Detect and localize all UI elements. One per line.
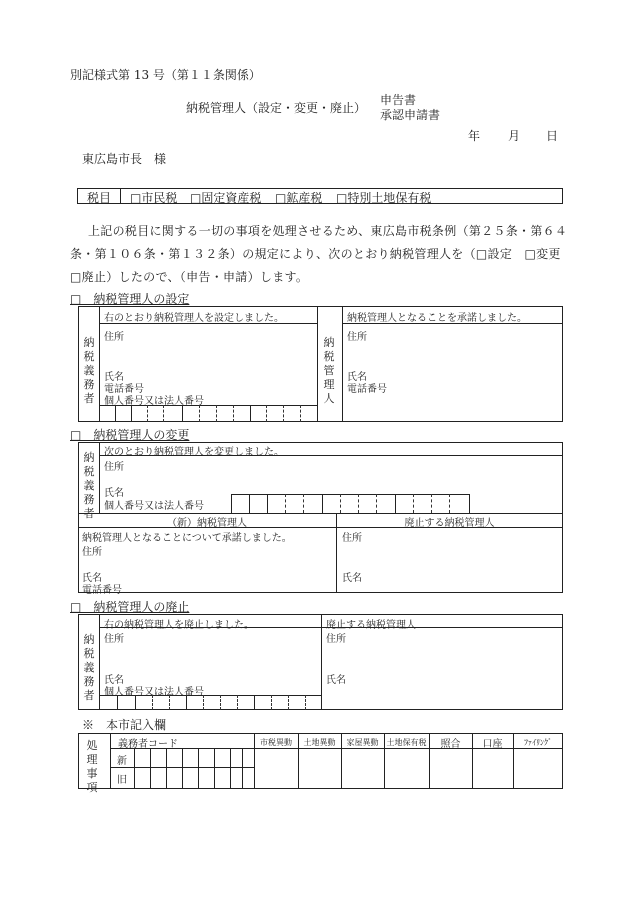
- form-title: 納税管理人（設定・変更・廃止）: [186, 101, 367, 115]
- setting-id-label: 個人番号又は法人番号: [104, 396, 204, 407]
- setting-name-label: 氏名: [104, 372, 124, 383]
- setting-address-label: 住所: [104, 332, 124, 343]
- change-new-address-label: 住所: [82, 547, 102, 558]
- office-row-new: 新: [117, 756, 127, 767]
- abolish-address-label: 住所: [104, 634, 124, 645]
- body-line-3: □廃止）したので、（申告・申請）します。: [70, 270, 309, 284]
- office-col-filing: ﾌｧｲﾘﾝｸﾞ: [524, 738, 552, 747]
- addressee: 東広島市長 様: [82, 152, 167, 166]
- tax-option-fixed-asset[interactable]: □固定資産税: [190, 191, 262, 205]
- tax-option-special-land[interactable]: □特別土地保有税: [336, 191, 432, 205]
- setting-manager-label: 納税管理人: [323, 336, 335, 405]
- office-row-old: 旧: [117, 775, 127, 786]
- office-col-land-holding: 土地保有税: [386, 738, 427, 747]
- office-col-house: 家屋異動: [346, 738, 379, 747]
- date-day: 日: [546, 129, 559, 143]
- form-number: 別記様式第 13 号（第１１条関係）: [70, 68, 261, 82]
- abolish-taxpayer-label: 納税義務者: [83, 633, 95, 702]
- office-col-city-tax: 市税異動: [260, 738, 292, 747]
- change-id-label: 個人番号又は法人番号: [104, 501, 204, 512]
- office-col-check: 照合: [440, 739, 461, 750]
- change-new-caption: 納税管理人となることについて承諾しました。: [82, 533, 292, 544]
- abolish-heading[interactable]: □ 納税管理人の廃止: [70, 600, 190, 614]
- change-new-header: （新）納税管理人: [167, 518, 247, 529]
- office-heading: ※ 本市記入欄: [82, 718, 167, 732]
- setting-manager-name-label: 氏名: [347, 372, 367, 383]
- office-col-land: 土地異動: [303, 738, 336, 747]
- change-caption: 次のとおり納税管理人を変更しました。: [104, 447, 284, 458]
- abolish-left-caption: 右の納税管理人を廃止しました。: [104, 620, 254, 631]
- setting-taxpayer-label: 納税義務者: [83, 336, 95, 405]
- setting-phone-label: 電話番号: [104, 384, 144, 395]
- setting-manager-address-label: 住所: [347, 332, 367, 343]
- abolish-right-caption: 廃止する納税管理人: [326, 620, 416, 631]
- change-new-phone-label: 電話番号: [82, 585, 122, 596]
- body-line-1: 上記の税目に関する一切の事項を処理させるため、東広島市税条例（第２５条・第６４: [88, 224, 568, 238]
- title-option-report: 申告書: [380, 93, 417, 107]
- change-old-header: 廃止する納税管理人: [404, 518, 495, 529]
- tax-item-label: 税目: [87, 191, 112, 205]
- change-taxpayer-label: 納税義務者: [83, 451, 95, 520]
- tax-option-mineral[interactable]: □鉱産税: [275, 191, 323, 205]
- change-old-name-label: 氏名: [342, 573, 362, 584]
- date-month: 月: [508, 129, 521, 143]
- change-heading[interactable]: □ 納税管理人の変更: [70, 428, 190, 442]
- setting-manager-phone-label: 電話番号: [347, 384, 387, 395]
- abolish-manager-address-label: 住所: [326, 634, 346, 645]
- abolish-manager-name-label: 氏名: [326, 675, 346, 686]
- office-code-header: 義務者コード: [118, 739, 178, 750]
- change-address-label: 住所: [104, 462, 124, 473]
- title-option-application: 承認申請書: [380, 108, 441, 122]
- body-line-2: 条・第１０６条・第１３２条）の規定により、次のとおり納税管理人を（□設定 □変更: [70, 247, 561, 261]
- setting-right-caption: 納税管理人となることを承諾しました。: [347, 313, 527, 324]
- change-old-address-label: 住所: [342, 533, 362, 544]
- setting-left-caption: 右のとおり納税管理人を設定しました。: [104, 313, 284, 324]
- abolish-id-label: 個人番号又は法人番号: [104, 687, 204, 698]
- office-proc-label: 処理事項: [86, 739, 98, 794]
- office-col-account: 口座: [482, 739, 503, 750]
- date-year: 年: [468, 129, 481, 143]
- setting-heading[interactable]: □ 納税管理人の設定: [70, 292, 190, 306]
- tax-option-resident[interactable]: □市民税: [130, 191, 178, 205]
- change-new-name-label: 氏名: [82, 573, 102, 584]
- change-name-label: 氏名: [104, 488, 124, 499]
- abolish-name-label: 氏名: [104, 675, 124, 686]
